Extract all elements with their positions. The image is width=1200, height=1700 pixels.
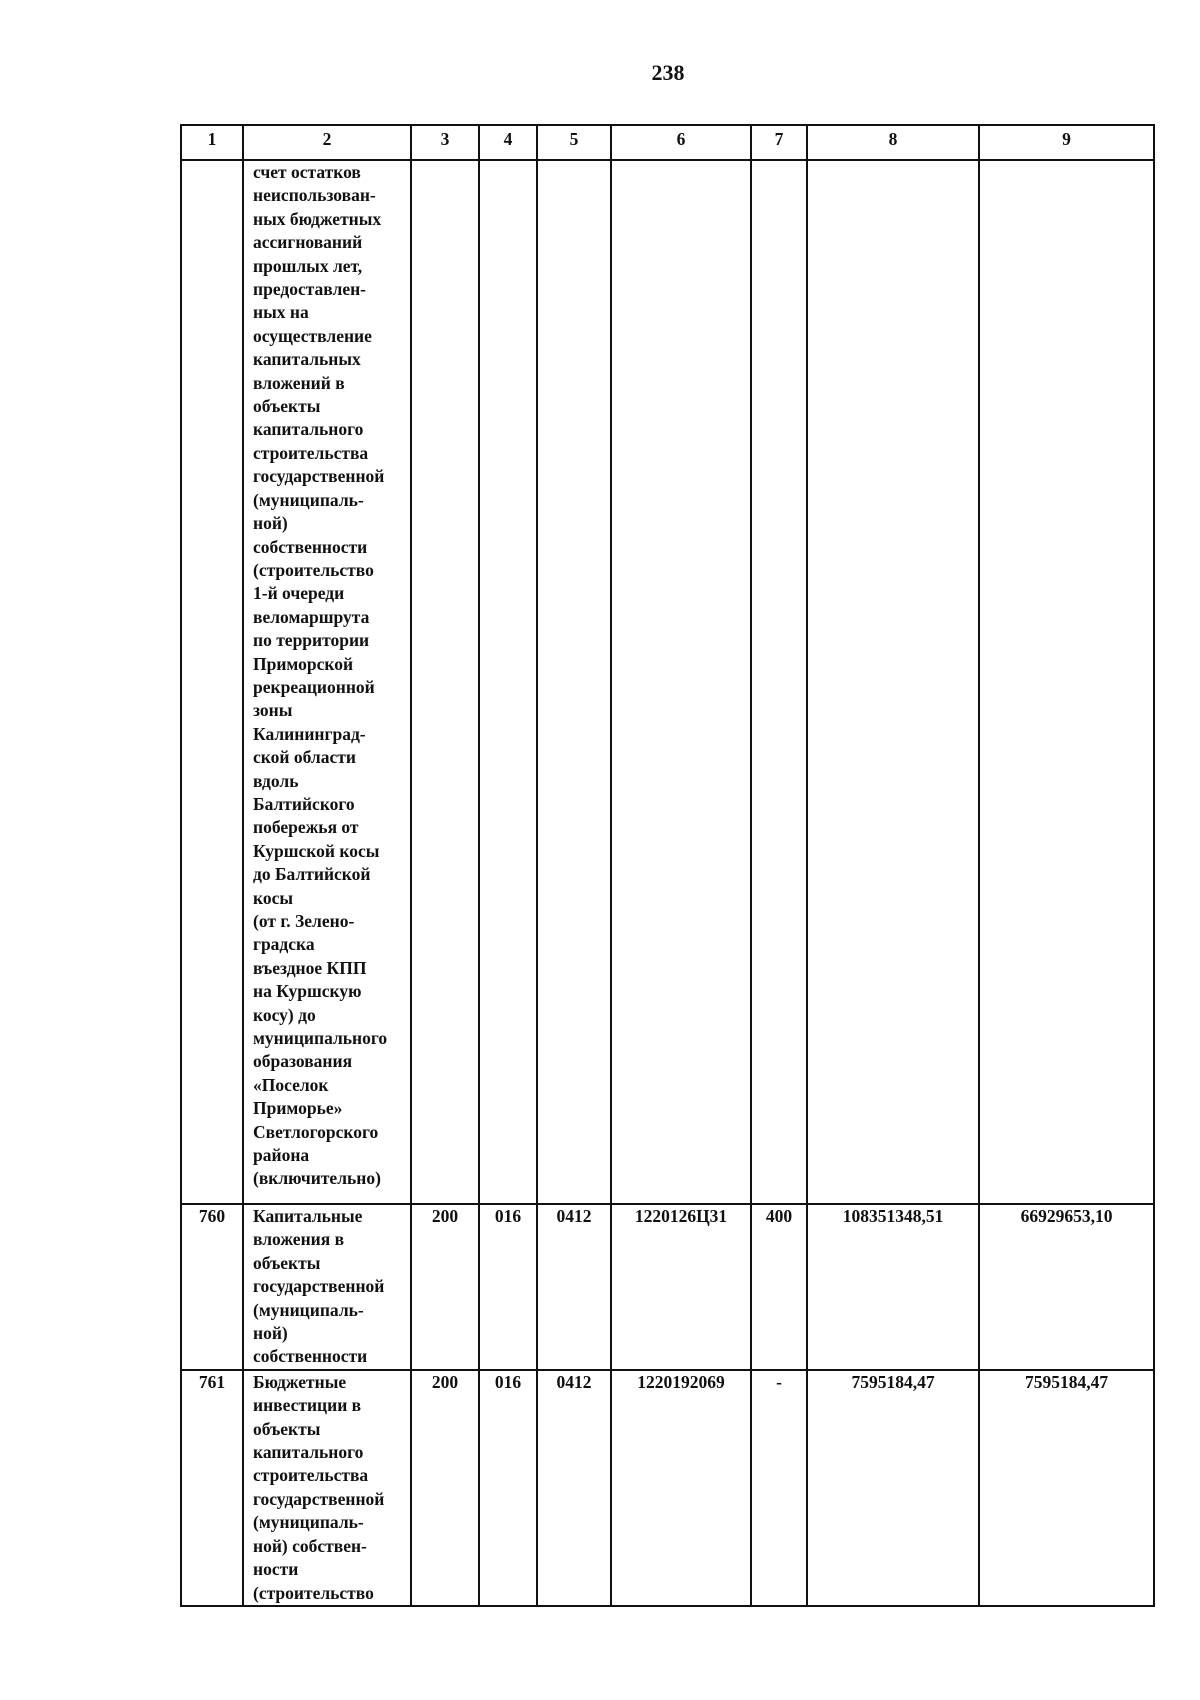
budget-table: [180, 124, 1155, 1607]
amount-cell-9: [979, 160, 1154, 1204]
code-cell-5: [537, 160, 611, 1204]
column-header-5: 5: [537, 125, 611, 160]
amount-cell-9: 7595184,47: [979, 1370, 1154, 1606]
code-cell-7: -: [751, 1370, 807, 1606]
code-cell-7: 400: [751, 1204, 807, 1370]
code-cell-4: [479, 160, 537, 1204]
column-header-7: 7: [751, 125, 807, 160]
row-number-cell: 760: [181, 1204, 243, 1370]
amount-cell-8: 7595184,47: [807, 1370, 979, 1606]
amount-cell-9: 66929653,10: [979, 1204, 1154, 1370]
column-header-1: 1: [181, 125, 243, 160]
code-cell-5: 0412: [537, 1204, 611, 1370]
code-cell-4: 016: [479, 1204, 537, 1370]
table-row: [181, 1370, 1154, 1606]
code-cell-7: [751, 160, 807, 1204]
table-header-row: [181, 125, 1154, 160]
code-cell-6: [611, 160, 751, 1204]
code-cell-3: 200: [411, 1370, 479, 1606]
row-number-cell: 761: [181, 1370, 243, 1606]
table-row: [181, 160, 1154, 1204]
amount-cell-8: 108351348,51: [807, 1204, 979, 1370]
page-number: 238: [651, 60, 685, 85]
item-name-cell: Бюджетные инвестиции в объекты капитального строительства государственной (муниципаль- ной) собствен- ности (строительство: [243, 1370, 411, 1606]
code-cell-4: 016: [479, 1370, 537, 1606]
amount-cell-8: [807, 160, 979, 1204]
item-name-cell: счет остатков неиспользован- ных бюджетных ассигнований прошлых лет, предоставлен- ных на осуществление капитальных вложений в объекты капитального строительства государственной (муниципаль- ной) собственности (строительство 1-й очереди веломаршрута по территории Приморской рекреационной зоны Калининград- ской области вдоль Балтийского побережья от Куршской косы до Балтийской косы (от г. Зелено- градска въездное КПП на Куршскую косу) до муниципального образования «Поселок Приморье» Светлогорского района (включительно): [243, 160, 411, 1204]
code-cell-5: 0412: [537, 1370, 611, 1606]
item-name-cell: Капитальные вложения в объекты государственной (муниципаль- ной) собственности: [243, 1204, 411, 1370]
column-header-9: 9: [979, 125, 1154, 160]
code-cell-3: 200: [411, 1204, 479, 1370]
row-number-cell: [181, 160, 243, 1204]
column-header-8: 8: [807, 125, 979, 160]
code-cell-3: [411, 160, 479, 1204]
column-header-2: 2: [243, 125, 411, 160]
column-header-3: 3: [411, 125, 479, 160]
code-cell-6: 1220126Ц31: [611, 1204, 751, 1370]
column-header-6: 6: [611, 125, 751, 160]
column-header-4: 4: [479, 125, 537, 160]
code-cell-6: 1220192069: [611, 1370, 751, 1606]
table-row: [181, 1204, 1154, 1370]
